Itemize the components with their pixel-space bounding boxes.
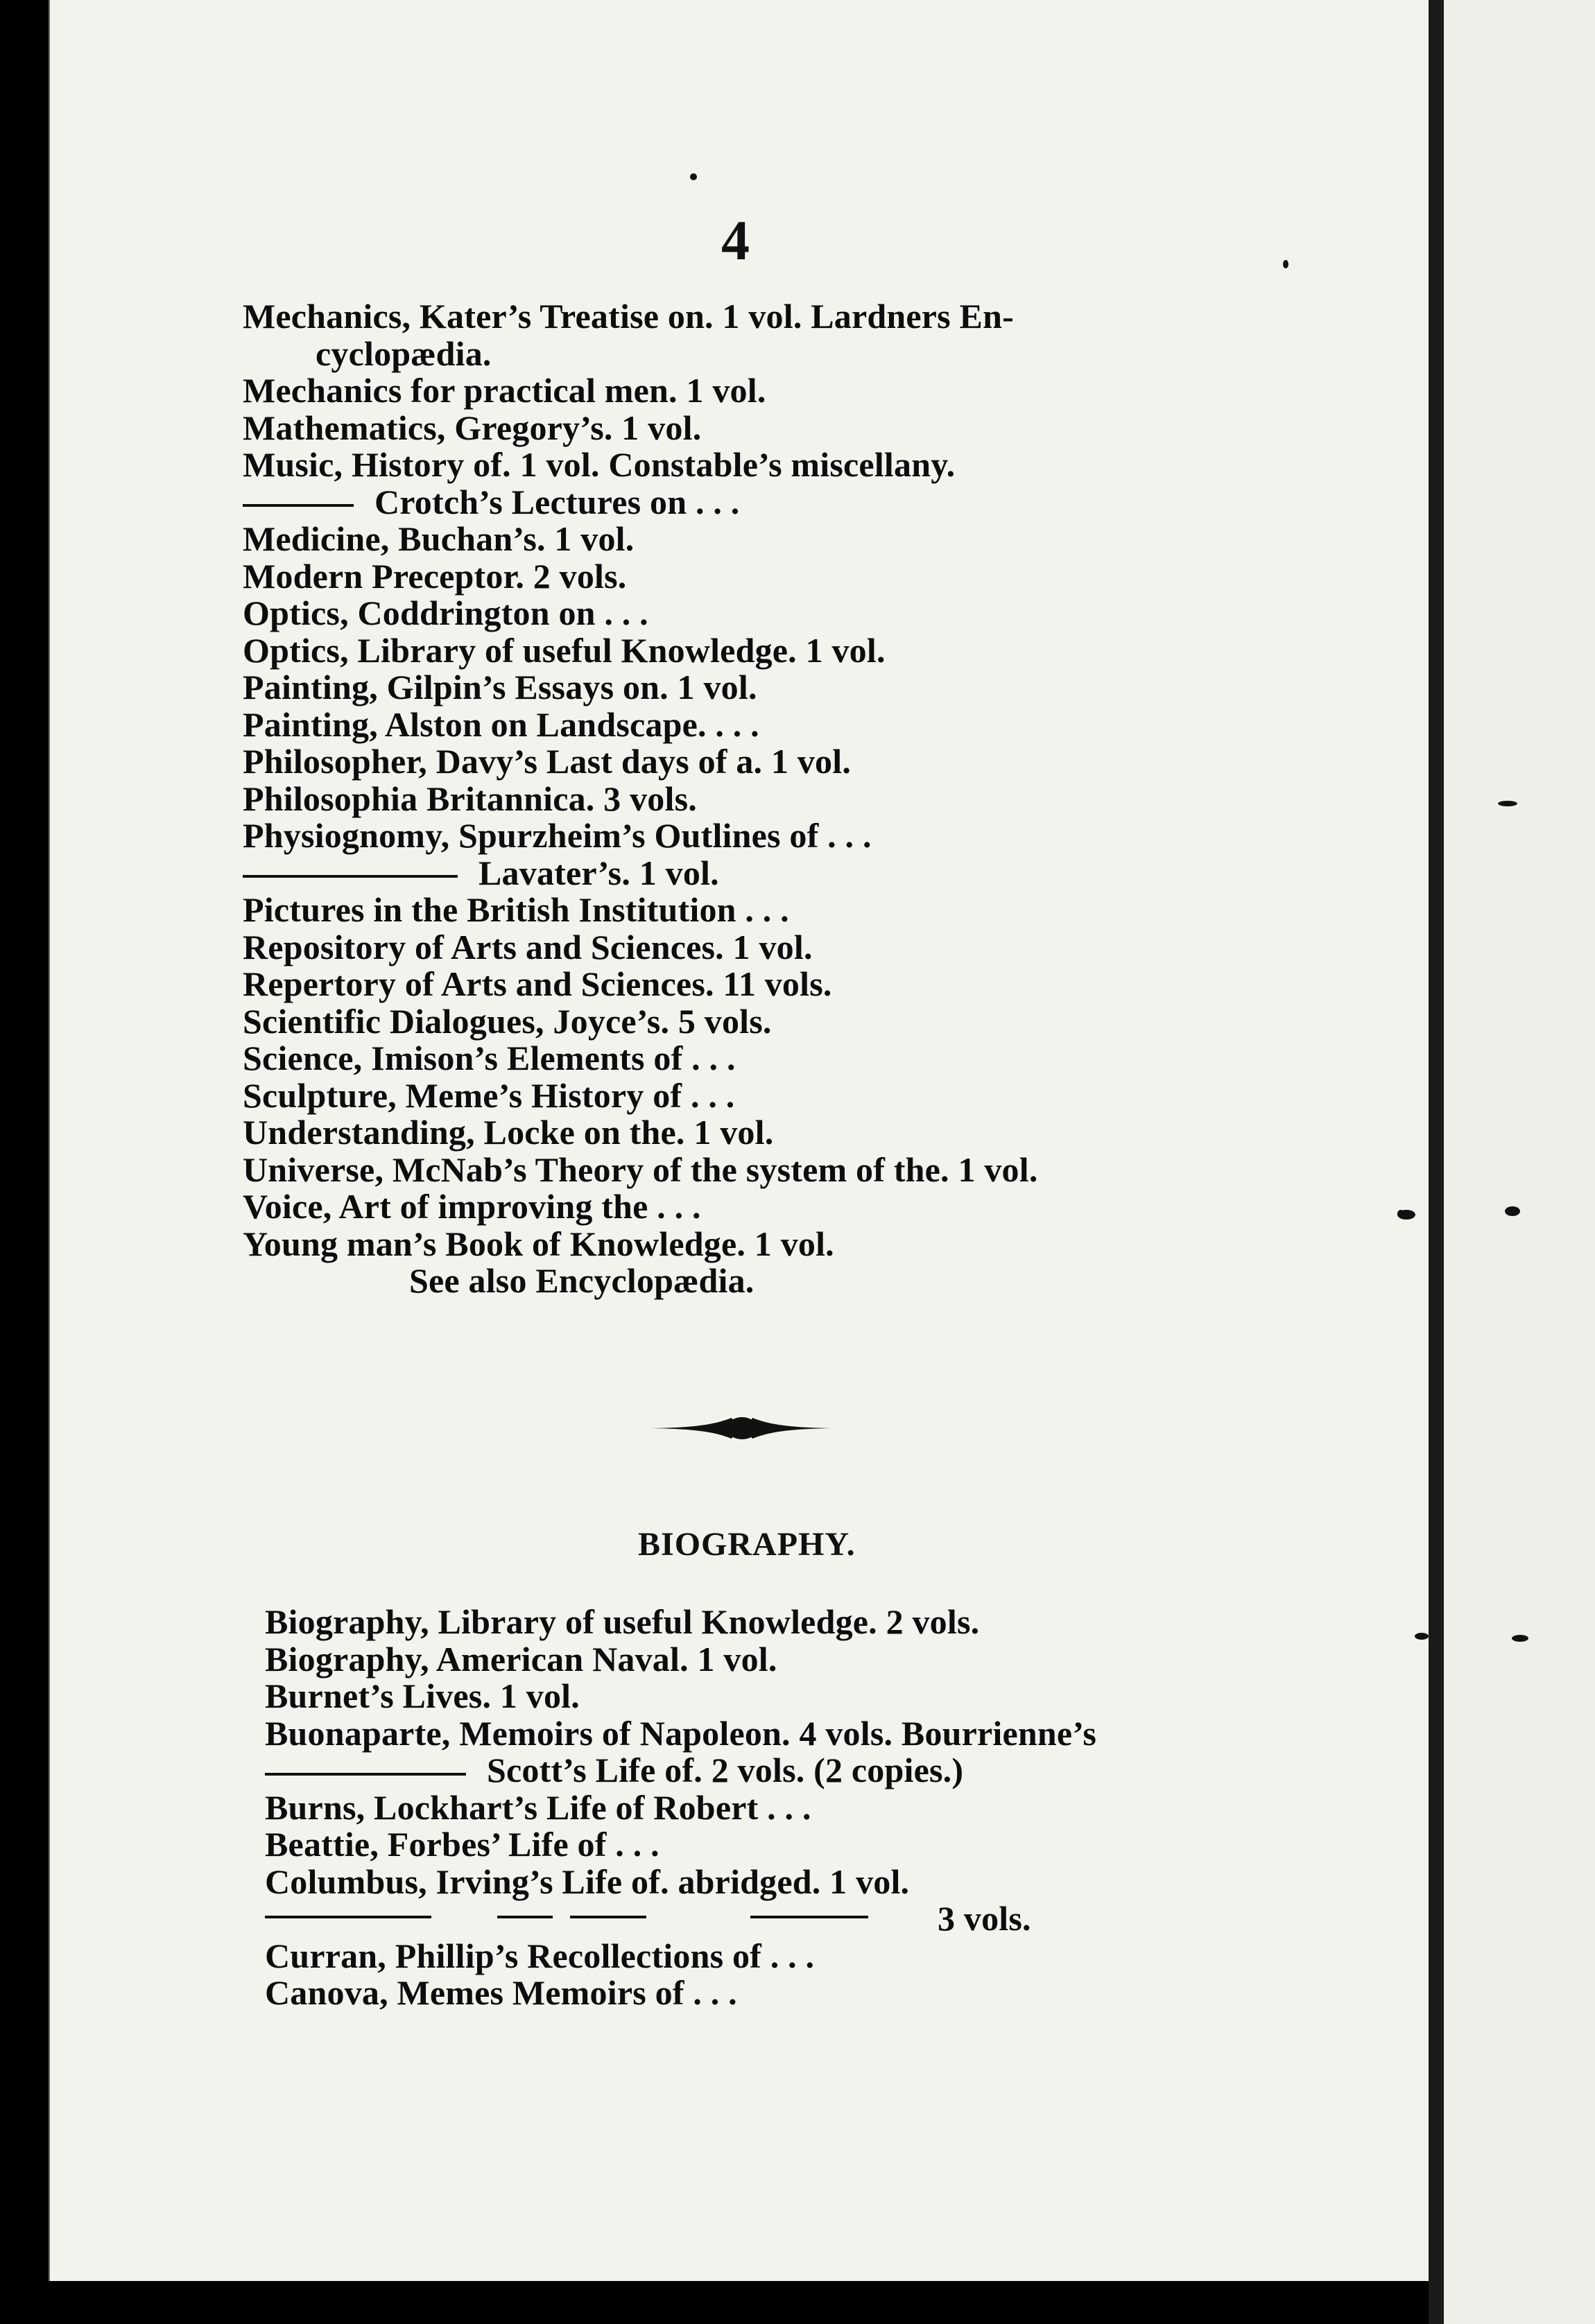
ditto-rule	[750, 1916, 868, 1918]
list-item: Columbus, Irving’s Life of. abridged. 1 vol.	[265, 1862, 910, 1901]
list-item: Music, History of. 1 vol. Constable’s miscellany.	[243, 445, 956, 484]
ditto-rule	[265, 1916, 431, 1918]
page-edge-shadow	[1429, 0, 1445, 2324]
ink-dot	[1512, 1635, 1528, 1642]
list-item: Repository of Arts and Sciences. 1 vol.	[243, 927, 813, 966]
see-also-note: See also Encyclopædia.	[409, 1261, 755, 1300]
list-item: cyclopædia.	[316, 333, 492, 373]
list-item: Philosopher, Davy’s Last days of a. 1 vol.	[243, 742, 852, 781]
list-item-text: Lavater’s. 1 vol.	[478, 853, 719, 892]
list-item: Modern Preceptor. 2 vols.	[243, 556, 627, 596]
list-item: Science, Imison’s Elements of . . .	[243, 1039, 736, 1077]
list-item-text: 3 vols.	[938, 1899, 1031, 1938]
list-item: Voice, Art of improving the . . .	[243, 1187, 701, 1226]
ornamental-divider	[652, 1411, 832, 1446]
divider-center	[727, 1417, 757, 1439]
list-item: Mechanics, Kater’s Treatise on. 1 vol. Lardners En-	[243, 297, 1014, 336]
list-item: Biography, American Naval. 1 vol.	[265, 1639, 777, 1679]
ink-dot	[1498, 801, 1517, 806]
list-item: Biography, Library of useful Knowledge. 2 vols.	[265, 1602, 980, 1641]
list-item: Painting, Gilpin’s Essays on. 1 vol.	[243, 668, 757, 706]
list-item: Philosophia Britannica. 3 vols.	[243, 779, 697, 818]
list-item	[265, 1752, 1305, 1789]
divider-flourish	[652, 1418, 735, 1439]
list-item: Medicine, Buchan’s. 1 vol.	[243, 519, 635, 558]
list-item: Curran, Phillip’s Recollections of . . .	[265, 1936, 815, 1975]
list-item-text: Scott’s Life of. 2 vols. (2 copies.)	[487, 1751, 964, 1789]
list-item: Painting, Alston on Landscape. . . .	[243, 704, 759, 744]
ditto-rule	[570, 1916, 646, 1918]
ink-dot	[1505, 1206, 1520, 1216]
divider-flourish	[749, 1418, 832, 1439]
list-item: Mechanics for practical men. 1 vol.	[243, 371, 766, 410]
list-item: Pictures in the British Institution . . .	[243, 890, 789, 929]
page-number: 4	[721, 209, 750, 272]
list-item	[265, 1900, 1305, 1938]
list-item: Buonaparte, Memoirs of Napoleon. 4 vols. Bourrienne’s	[265, 1713, 1096, 1753]
section-title: BIOGRAPHY.	[638, 1526, 856, 1563]
list-item: Young man’s Book of Knowledge. 1 vol.	[243, 1224, 834, 1263]
list-item: Burns, Lockhart’s Life of Robert . . .	[265, 1787, 811, 1827]
list-item: Sculpture, Meme’s History of . . .	[243, 1075, 735, 1115]
list-item: Universe, McNab’s Theory of the system of the. 1 vol.	[243, 1150, 1038, 1189]
list-item: Understanding, Locke on the. 1 vol.	[243, 1113, 774, 1152]
list-item-text: Crotch’s Lectures on . . .	[374, 482, 740, 521]
biography-entries-list	[265, 1604, 1305, 2012]
ink-dot	[1397, 1210, 1415, 1220]
list-item: Scientific Dialogues, Joyce’s. 5 vols.	[243, 1001, 772, 1041]
list-item: Beattie, Forbes’ Life of . . .	[265, 1825, 659, 1864]
list-item: Repertory of Arts and Sciences. 11 vols.	[243, 964, 832, 1003]
ditto-rule	[497, 1916, 553, 1918]
ink-dot	[690, 173, 697, 180]
subject-entries-list	[243, 298, 1297, 1300]
list-item	[243, 855, 1297, 892]
ink-dot	[1283, 260, 1288, 268]
adjacent-page-strip	[1444, 0, 1595, 2324]
list-item: Burnet’s Lives. 1 vol.	[265, 1676, 580, 1715]
ink-dot	[1415, 1633, 1429, 1640]
list-item: Optics, Coddrington on . . .	[243, 593, 648, 632]
list-item: Canova, Memes Memoirs of . . .	[265, 1973, 737, 2012]
list-item: Physiognomy, Spurzheim’s Outlines of . . .	[243, 816, 872, 855]
list-item: Mathematics, Gregory’s. 1 vol.	[243, 408, 702, 447]
list-item: Optics, Library of useful Knowledge. 1 vol.	[243, 630, 886, 670]
list-item	[243, 484, 1297, 521]
